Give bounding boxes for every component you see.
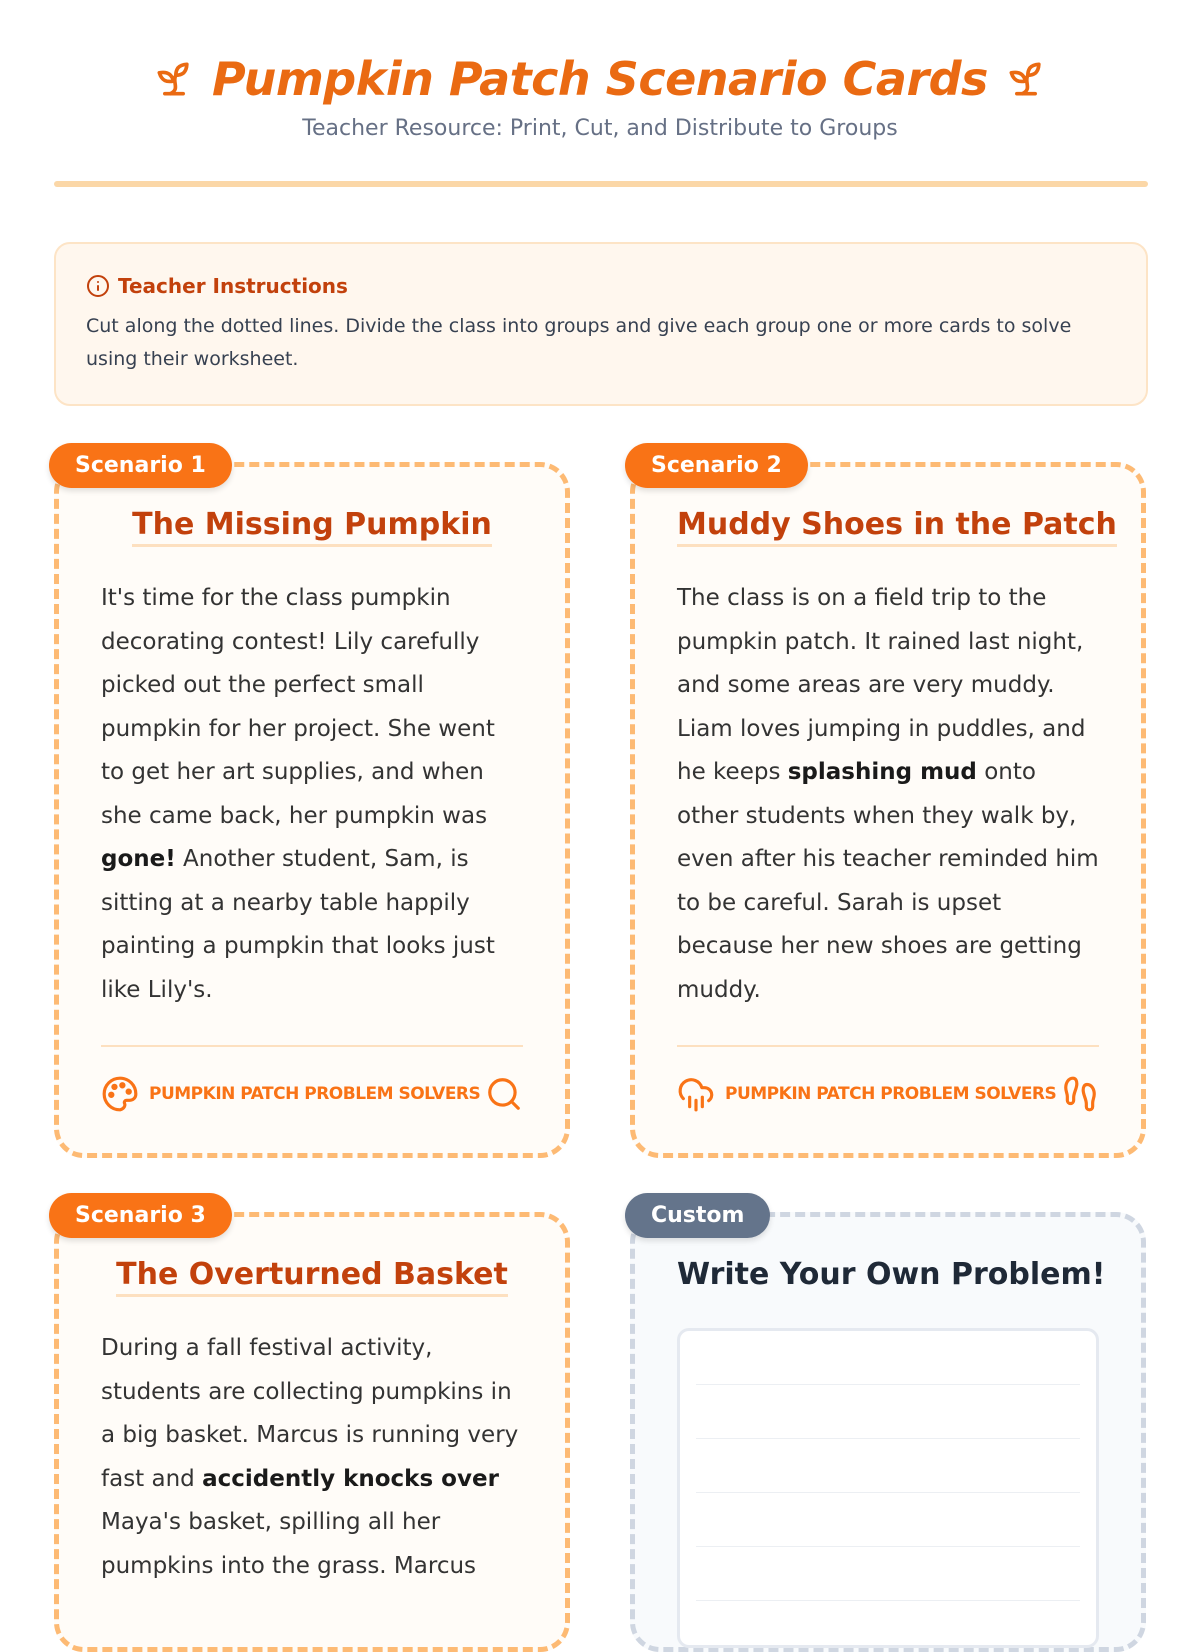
sprout-icon	[1004, 57, 1048, 101]
scenario-badge: Scenario 3	[49, 1193, 232, 1238]
instructions-heading-row	[86, 274, 1116, 298]
write-area[interactable]	[677, 1328, 1099, 1648]
scenario-badge: Scenario 1	[49, 443, 232, 488]
scenario-badge: Scenario 2	[625, 443, 808, 488]
card-footer	[101, 1075, 523, 1113]
instructions-heading: Teacher Instructions	[118, 274, 348, 298]
instructions-body: Cut along the dotted lines. Divide the class into groups and give each group one or more cards to solve using their worksheet.	[86, 315, 1072, 370]
rain-cloud-icon	[677, 1075, 715, 1113]
write-line	[696, 1547, 1080, 1601]
custom-card	[630, 1203, 1146, 1652]
card-divider	[677, 1045, 1099, 1047]
scenario-story	[101, 1327, 523, 1588]
scenario-story	[677, 577, 1099, 1012]
story-emphasis: accidently knocks over	[202, 1465, 499, 1492]
page-header	[0, 0, 1200, 141]
card-divider	[101, 1045, 523, 1047]
scenario-title: The Missing Pumpkin	[132, 507, 492, 547]
scenario-story	[101, 577, 523, 1012]
page-title	[152, 52, 1048, 106]
story-text: During a fall festival activity, students are collecting pumpkins in a big basket. Marcus is running very fast and	[101, 1335, 519, 1492]
scenario-card-2	[630, 453, 1146, 1158]
custom-badge: Custom	[625, 1193, 770, 1238]
write-line	[696, 1493, 1080, 1547]
story-emphasis: gone!	[101, 846, 176, 872]
scenario-title: Muddy Shoes in the Patch	[677, 507, 1117, 547]
page-title-text: Pumpkin Patch Scenario Cards	[212, 52, 988, 106]
footer-label: PUMPKIN PATCH PROBLEM SOLVERS	[725, 1084, 1057, 1104]
story-text: Another student, Sam, is sitting at a nearby table happily painting a pumpkin that looks just like Lily's.	[101, 846, 495, 1003]
story-text: The class is on a field trip to the pumpkin patch. It rained last night, and some areas are very muddy. Liam loves jumping in puddles, and he keeps	[677, 585, 1086, 785]
sprout-icon	[152, 57, 196, 101]
story-text: Maya's basket, spilling all her pumpkins into the grass. Marcus	[101, 1509, 477, 1579]
story-text: It's time for the class pumpkin decorating contest! Lily carefully picked out the perfect small pumpkin for her project. She went to get her art supplies, and when she came back, her pumpkin was	[101, 585, 495, 829]
header-divider	[54, 181, 1148, 187]
write-line	[696, 1331, 1080, 1385]
custom-title: Write Your Own Problem!	[677, 1257, 1106, 1292]
page-subtitle: Teacher Resource: Print, Cut, and Distribute to Groups	[302, 116, 898, 141]
write-line	[696, 1439, 1080, 1493]
magnifier-icon	[485, 1075, 523, 1113]
footprints-icon	[1061, 1075, 1099, 1113]
write-line	[696, 1385, 1080, 1439]
scenario-card-1	[54, 453, 570, 1158]
teacher-instructions-box	[54, 242, 1148, 406]
palette-icon	[101, 1075, 139, 1113]
scenario-card-3	[54, 1203, 570, 1652]
footer-label: PUMPKIN PATCH PROBLEM SOLVERS	[149, 1084, 481, 1104]
info-icon	[86, 274, 110, 298]
story-text: onto other students when they walk by, even after his teacher reminded him to be careful. Sarah is upset because her new shoes are getting muddy.	[677, 759, 1099, 1003]
story-emphasis: splashing mud	[787, 759, 977, 785]
scenario-title: The Overturned Basket	[116, 1257, 508, 1297]
card-footer	[677, 1075, 1099, 1113]
